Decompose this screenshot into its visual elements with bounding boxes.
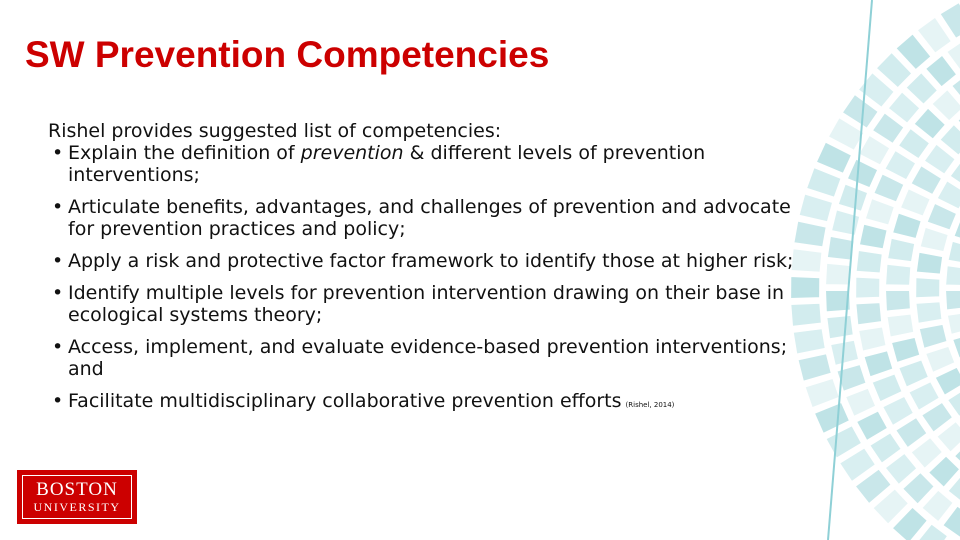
logo-line-boston: BOSTON [36, 479, 118, 500]
decorative-tile [838, 183, 869, 211]
list-item [48, 390, 818, 416]
boston-university-logo [17, 470, 137, 524]
decorative-tile [855, 302, 882, 325]
logo-frame [22, 475, 132, 519]
decorative-tile [920, 227, 949, 253]
decorative-tile [945, 290, 960, 310]
list-item [48, 250, 818, 272]
list-item-emphasis: prevention [300, 142, 404, 164]
decorative-tile [856, 250, 883, 274]
decorative-tile [858, 326, 887, 351]
decorative-tile [892, 212, 922, 239]
competency-list [48, 142, 818, 416]
list-item-text: Articulate benefits, advantages, and challenges of prevention and advocate for prevention practices and policy; [68, 196, 791, 240]
bullet-glyph: • [52, 142, 64, 164]
slide-title: SW Prevention Competencies [25, 34, 550, 75]
decorative-tile [855, 277, 880, 299]
list-item-text-start: Explain the definition of [68, 142, 301, 164]
decorative-tile [886, 314, 914, 338]
logo-line-university: UNIVERSITY [33, 500, 121, 514]
list-item-text: Identify multiple levels for prevention intervention drawing on their base in ecological systems theory; [68, 282, 785, 326]
list-item-text: Access, implement, and evaluate evidence-based prevention interventions; and [68, 336, 788, 380]
decorative-tile [831, 209, 860, 236]
decorative-tile [915, 277, 940, 298]
decorative-tile [945, 265, 960, 286]
decorative-tile [947, 311, 960, 335]
decorative-tile [885, 264, 911, 286]
decorative-tile [916, 252, 943, 275]
decorative-tile [915, 301, 942, 324]
list-item [48, 142, 818, 186]
slide-body [48, 120, 818, 416]
decorative-tile [863, 350, 893, 377]
bullet-glyph: • [52, 196, 64, 218]
list-item-text-end: & different levels of prevention interventions; [68, 142, 706, 186]
citation: (Rishel, 2014) [625, 401, 675, 409]
bullet-glyph: • [52, 282, 64, 304]
list-item-text: Apply a risk and protective factor framework to identify those at higher risk; [68, 250, 794, 272]
decorative-tile [919, 324, 948, 349]
list-item [48, 282, 818, 326]
decorative-tile [865, 198, 895, 226]
decorative-tile [887, 238, 915, 263]
bullet-glyph: • [52, 390, 64, 412]
list-item-text: Facilitate multidisciplinary collaborative prevention efforts [68, 390, 622, 412]
decorative-tile [825, 263, 851, 286]
decorative-tile [947, 241, 960, 265]
intro-text: Rishel provides suggested list of competencies: [48, 120, 502, 142]
bullet-glyph: • [52, 336, 64, 358]
list-item [48, 196, 818, 240]
bullet-glyph: • [52, 250, 64, 272]
decorative-tile [859, 224, 888, 250]
decorative-tile [885, 290, 911, 312]
decorative-tile [826, 315, 854, 339]
decorative-tile [891, 337, 921, 363]
list-item [48, 336, 818, 380]
